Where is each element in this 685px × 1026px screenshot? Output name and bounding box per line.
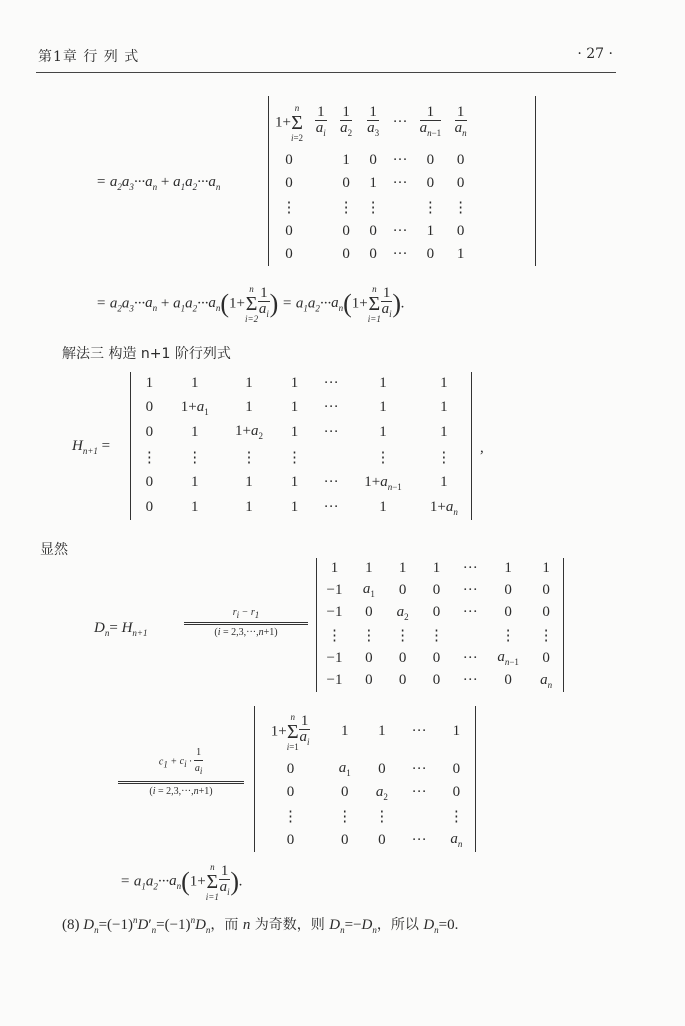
matrix-row: −1 0 0 0 ··· $a_{n-1}$ 0 [326,649,550,668]
matrix-row: −1 0 $a_2$ 0 ··· 0 0 [326,603,550,622]
E-column-operation: $c_1 + c_i$ · $\frac{1}{a_i}$ (i = 2,3,···,n+1) [118,745,244,797]
matrix-row: ⋮ ⋮ ⋮ ⋮ ⋮ ⋮ [327,628,554,645]
determinant-D [316,558,564,692]
matrix-row: ⋮ ⋮ ⋮ ⋮ ⋮ ⋮ [141,450,452,467]
determinant-H [130,372,472,520]
det1-lhs: = $a_2a_3\cdot\cdot\cdot a_n + a_1a_2\cdot\cdot\cdot a_n$ [96,174,221,192]
obvious-label: 显然 [40,542,68,558]
matrix-row: ⋮ ⋮ ⋮ ⋮ [283,808,464,825]
header-rule [36,72,616,73]
matrix-row: 0 1 0 ··· 0 0 [285,152,465,169]
part-8-statement: (8) $D_n=(-1)^nD'_n=(-1)^nD_n$，而 n 为奇数，则 $D_n=-D_n$，所以 $D_n=0$. [62,915,459,935]
matrix-row: 0 $1+a_1$ 1 1 ··· 1 1 [145,398,448,417]
D-lhs: $D_n= H_{n+1}$ [94,620,148,638]
page-number: · 27 · [577,46,613,62]
matrix-row: 0 0 1 ··· 0 0 [285,175,465,192]
matrix-row: 0 0 0 ··· $a_n$ [286,831,463,850]
result-line-2: = $a_2a_3\cdot\cdot\cdot a_n + a_1a_2\cdot\cdot\cdot a_n(1+$ n Σ i=2 $\frac{1}{a_i}$ ) = $a_1a_2\cdot\cdot\cdot a_n(1+$ n Σ i=1 $\frac{1}{a_i}$ ). [96,284,405,324]
H-trailing-comma: , [480,440,484,456]
matrix-row: 1 1 1 1 ··· 1 1 [145,375,448,392]
matrix-row: −1 $a_1$ 0 0 ··· 0 0 [326,581,550,600]
matrix-row: 1+ n Σ i=2 $\frac{1}{a_i}$ $\frac{1}{a_2}$ $\frac{1}{a_3}$ ··· $\frac{1}{a_{n-1}}$ $\frac{1}{a_n}$ [275,102,467,143]
method-heading: 解法三 构造 n+1 阶行列式 [62,346,231,362]
matrix-row: 0 0 $a_2$ ··· 0 [286,783,461,802]
matrix-row: 0 1 1 1 ··· 1 $1+a_n$ [145,498,458,517]
H-lhs: $H_{n+1}$ = [72,438,111,456]
matrix-row: ⋮ ⋮ ⋮ ⋮ ⋮ [281,200,469,217]
matrix-row: 0 1 1 1 ··· $1+a_{n-1}$ 1 [145,473,448,492]
D-row-operation: $r_i - r_1$ (i = 2,3,···,n+1) [184,607,308,638]
determinant-1 [268,96,536,266]
result-line-3: = $a_1a_2\cdot\cdot\cdot a_n(1+$ n Σ i=1 $\frac{1}{a_i}$ ). [120,862,243,902]
matrix-row: 0 1 $1+a_2$ 1 ··· 1 1 [145,423,448,442]
matrix-row: 1 1 1 1 ··· 1 1 [330,560,550,577]
matrix-row: 0 $a_1$ 0 ··· 0 [286,760,461,779]
matrix-row: 0 0 0 ··· 1 0 [285,223,465,240]
matrix-row: 0 0 0 ··· 0 1 [285,246,465,263]
matrix-row: −1 0 0 0 ··· 0 $a_n$ [326,671,553,690]
chapter-header: 第1章 行 列 式 [38,49,140,65]
matrix-row: 1+ n Σ i=1 $\frac{1}{a_i}$ 1 1 ··· 1 [270,711,461,752]
determinant-E [254,706,476,852]
